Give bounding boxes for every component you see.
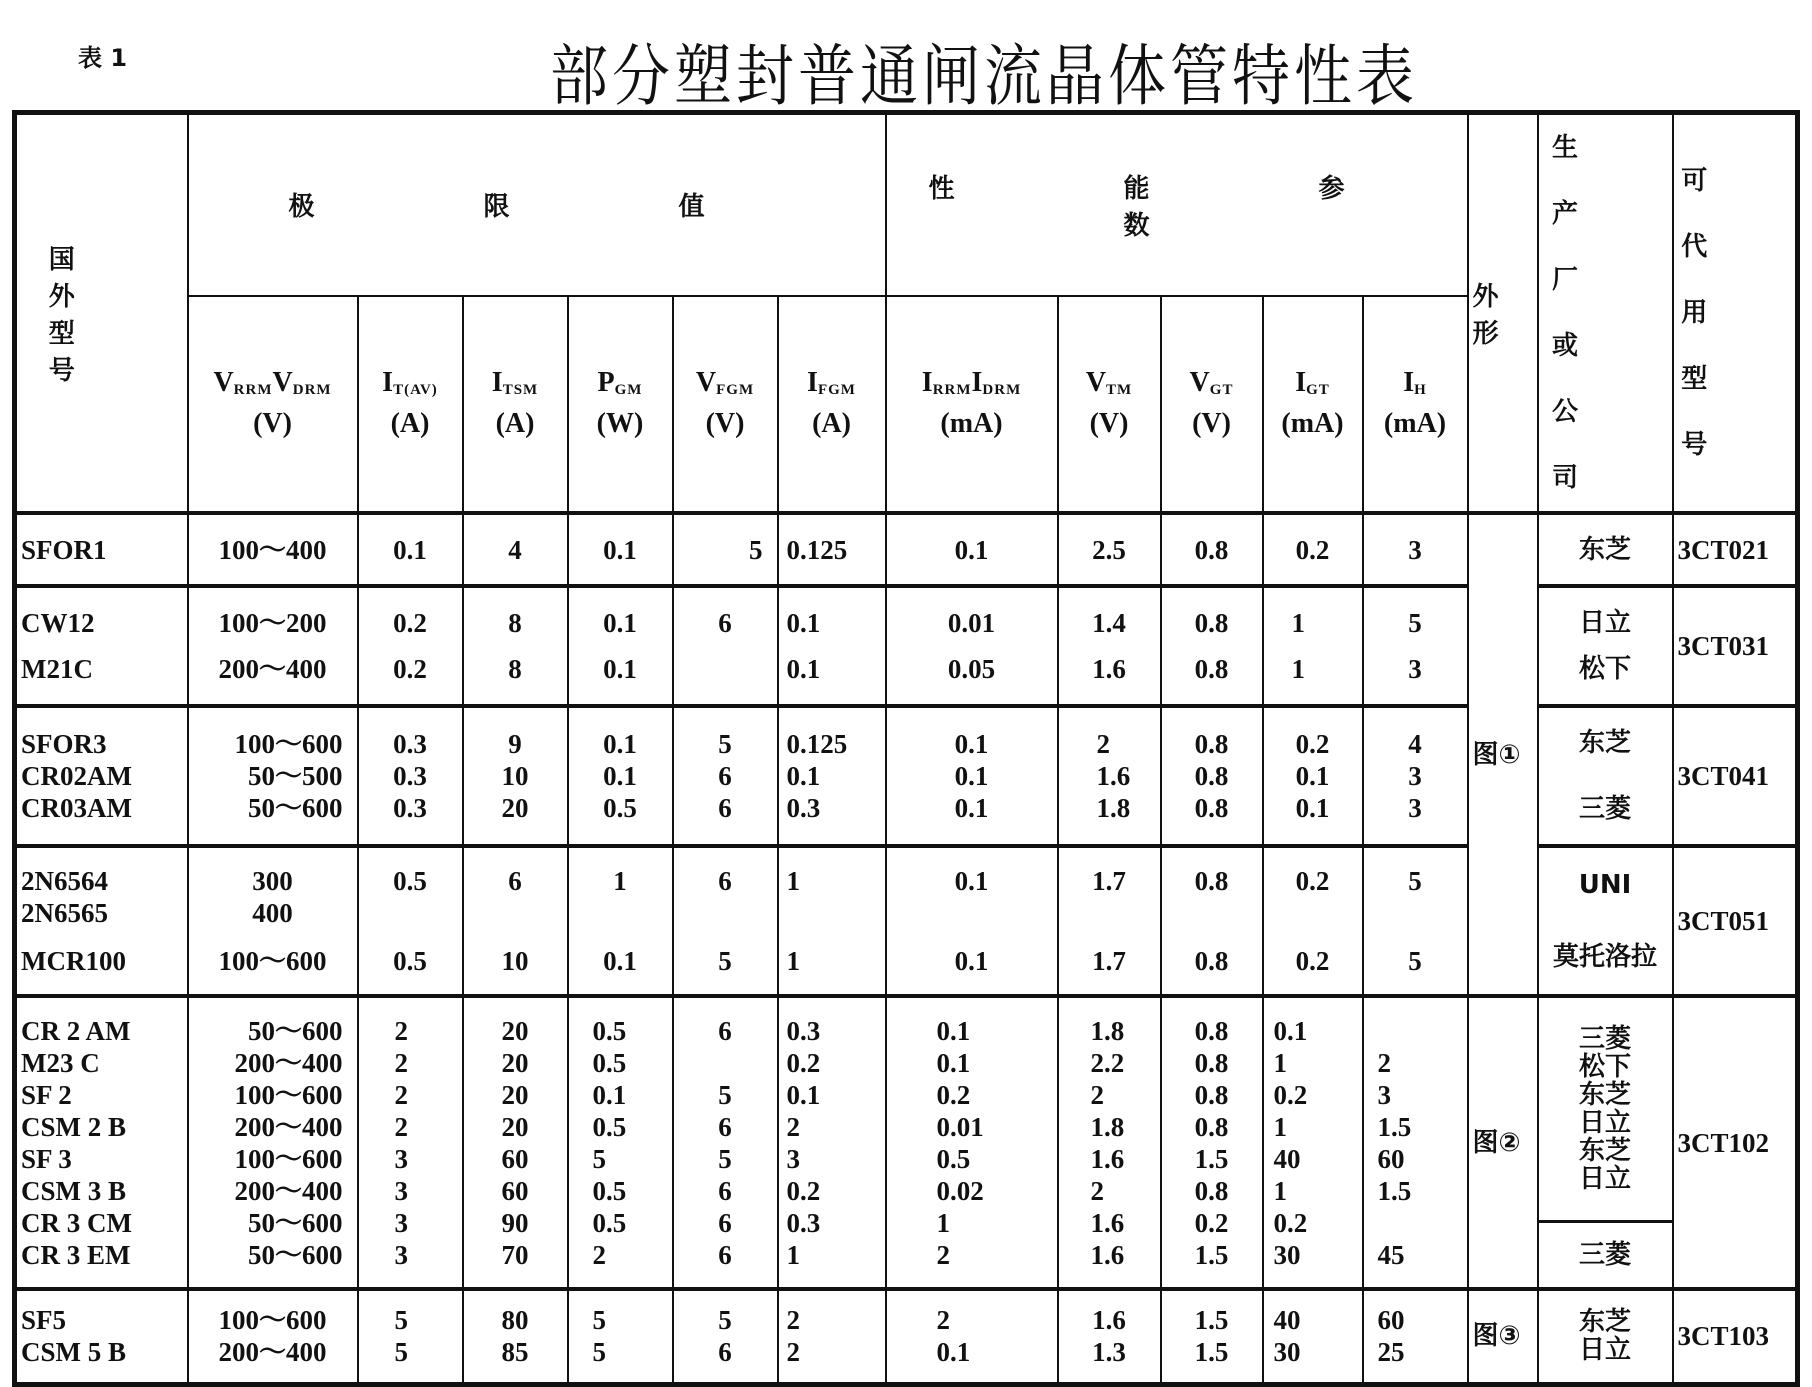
model-cell: SFOR1 <box>15 513 188 586</box>
replacement-cell: 3CT051 <box>1673 846 1798 996</box>
vrrm-cell: 300 400 100～600 <box>188 846 358 996</box>
model-cell: SFOR3 CR02AM CR03AM <box>15 706 188 846</box>
igt-cell: 1 1 <box>1263 586 1363 706</box>
ifgm-cell: 0.125 0.1 0.3 <box>778 706 886 846</box>
vfgm-cell: 6 5 <box>673 846 778 996</box>
replacement-cell: 3CT031 <box>1673 586 1798 706</box>
col-replacement: 可代用 型 号 <box>1673 113 1798 514</box>
vfgm-cell: 5 6 6 <box>673 706 778 846</box>
ih-cell: 2 3 1.5 60 1.5 45 <box>1363 996 1468 1289</box>
irrm-cell: 0.01 0.05 <box>886 586 1058 706</box>
shape-figure-1: 图① <box>1472 739 1521 770</box>
igt-cell: 0.2 <box>1263 513 1363 586</box>
page-title: 部分塑封普通闸流晶体管特性表 <box>550 36 1419 116</box>
irrm-cell: 0.1 0.1 <box>886 846 1058 996</box>
itsm-cell: 80 85 <box>463 1289 568 1384</box>
ifgm-cell: 2 2 <box>778 1289 886 1384</box>
pgm-cell: 5 5 <box>568 1289 673 1384</box>
col-vgt: $V_{GT}$ (V) <box>1161 296 1263 513</box>
vtm-cell: 1.7 1.7 <box>1058 846 1161 996</box>
replacement-cell: 3CT021 <box>1673 513 1798 586</box>
col-ifgm: $I_{FGM}$ (A) <box>778 296 886 513</box>
manufacturer-cell: 东芝 日立 <box>1538 1289 1673 1384</box>
vtm-cell: 2 1.6 1.8 <box>1058 706 1161 846</box>
vgt-cell: 0.8 0.8 <box>1161 586 1263 706</box>
vrrm-cell: 100～200 200～400 <box>188 586 358 706</box>
model-cell: SF5 CSM 5 B <box>15 1289 188 1384</box>
it-av-cell: 0.2 0.2 <box>358 586 463 706</box>
manufacturer-cell: 日立 松下 <box>1538 586 1673 706</box>
irrm-cell: 0.1 0.1 0.2 0.01 0.5 0.02 1 2 <box>886 996 1058 1289</box>
col-pgm: $P_{GM}$ (W) <box>568 296 673 513</box>
irrm-cell: 0.1 <box>886 513 1058 586</box>
vfgm-cell: 6 5 6 5 6 6 6 <box>673 996 778 1289</box>
ifgm-cell: 0.1 0.1 <box>778 586 886 706</box>
igt-cell: 40 30 <box>1263 1289 1363 1384</box>
it-av-cell: 2 2 2 2 3 3 3 3 <box>358 996 463 1289</box>
pgm-cell: 0.1 0.1 <box>568 586 673 706</box>
col-itsm: $I_{TSM}$ (A) <box>463 296 568 513</box>
vrrm-cell: 50～600 200～400 100～600 200～400 100～600 200～400 50～600 50～600 <box>188 996 358 1289</box>
table-number: 表 1 <box>78 44 128 72</box>
col-ih: $I_H$ (mA) <box>1363 296 1468 513</box>
replacement-cell: 3CT103 <box>1673 1289 1798 1384</box>
table-row <box>15 1289 1798 1384</box>
col-model: 国外型号 <box>15 113 188 514</box>
pgm-cell: 0.1 <box>568 513 673 586</box>
col-irrm-idrm: $I_{RRM}I_{DRM}$ (mA) <box>886 296 1058 513</box>
it-av-cell: 5 5 <box>358 1289 463 1384</box>
model-cell: 2N6564 2N6565 MCR100 <box>15 846 188 996</box>
col-group-limits: 极 限 值 <box>188 113 886 296</box>
ifgm-cell: 1 1 <box>778 846 886 996</box>
ifgm-cell: 0.125 <box>778 513 886 586</box>
shape-figure-2: 图② <box>1472 1127 1521 1158</box>
itsm-cell: 4 <box>463 513 568 586</box>
replacement-cell: 3CT102 <box>1673 996 1798 1289</box>
vtm-cell: 2.5 <box>1058 513 1161 586</box>
itsm-cell: 8 8 <box>463 586 568 706</box>
model-cell: CR 2 AM M23 C SF 2 CSM 2 B SF 3 CSM 3 B CR 3 CM CR 3 EM <box>15 996 188 1289</box>
ih-cell: 60 25 <box>1363 1289 1468 1384</box>
ih-cell: 4 3 3 <box>1363 706 1468 846</box>
replacement-cell: 3CT041 <box>1673 706 1798 846</box>
vtm-cell: 1.4 1.6 <box>1058 586 1161 706</box>
shape-figure-3: 图③ <box>1472 1321 1521 1352</box>
vgt-cell: 0.8 0.8 <box>1161 846 1263 996</box>
igt-cell: 0.2 0.2 <box>1263 846 1363 996</box>
vgt-cell: 0.8 <box>1161 513 1263 586</box>
igt-cell: 0.1 1 0.2 1 40 1 0.2 30 <box>1263 996 1363 1289</box>
vtm-cell: 1.6 1.3 <box>1058 1289 1161 1384</box>
vrrm-cell: 100～600 50～500 50～600 <box>188 706 358 846</box>
col-vrrm-vdrm: $V_{RRM}V_{DRM}$ (V) <box>188 296 358 513</box>
manufacturer-cell: 三菱 松下 东芝 日立 东芝 日立 <box>1538 996 1673 1221</box>
vgt-cell: 0.8 0.8 0.8 0.8 1.5 0.8 0.2 1.5 <box>1161 996 1263 1289</box>
vfgm-cell: 5 <box>673 513 778 586</box>
shape-cell <box>1468 513 1538 996</box>
irrm-cell: 0.1 0.1 0.1 <box>886 706 1058 846</box>
pgm-cell: 0.5 0.5 0.1 0.5 5 0.5 0.5 2 <box>568 996 673 1289</box>
col-shape: 外形 <box>1468 113 1538 514</box>
it-av-cell: 0.1 <box>358 513 463 586</box>
table-row <box>15 996 1798 1221</box>
vgt-cell: 1.5 1.5 <box>1161 1289 1263 1384</box>
it-av-cell: 0.3 0.3 0.3 <box>358 706 463 846</box>
manufacturer-cell: 东芝 三菱 <box>1538 706 1673 846</box>
model-cell: CW12 M21C <box>15 586 188 706</box>
ih-cell: 5 3 <box>1363 586 1468 706</box>
vfgm-cell: 6 <box>673 586 778 706</box>
itsm-cell: 9 10 20 <box>463 706 568 846</box>
col-vtm: $V_{TM}$ (V) <box>1058 296 1161 513</box>
col-it-av: $I_{T(AV)}$ (A) <box>358 296 463 513</box>
igt-cell: 0.2 0.1 0.1 <box>1263 706 1363 846</box>
shape-cell <box>1468 996 1538 1289</box>
shape-cell <box>1468 1289 1538 1384</box>
table-row <box>15 513 1798 586</box>
col-vfgm: $V_{FGM}$ (V) <box>673 296 778 513</box>
vgt-cell: 0.8 0.8 0.8 <box>1161 706 1263 846</box>
itsm-cell: 20 20 20 20 60 60 90 70 <box>463 996 568 1289</box>
itsm-cell: 6 10 <box>463 846 568 996</box>
pgm-cell: 0.1 0.1 0.5 <box>568 706 673 846</box>
pgm-cell: 1 0.1 <box>568 846 673 996</box>
col-igt: $I_{GT}$ (mA) <box>1263 296 1363 513</box>
vfgm-cell: 5 6 <box>673 1289 778 1384</box>
it-av-cell: 0.5 0.5 <box>358 846 463 996</box>
vrrm-cell: 100～400 <box>188 513 358 586</box>
ih-cell: 3 <box>1363 513 1468 586</box>
vrrm-cell: 100～600 200～400 <box>188 1289 358 1384</box>
manufacturer-cell: 东芝 <box>1538 513 1673 586</box>
irrm-cell: 2 0.1 <box>886 1289 1058 1384</box>
manufacturer-cell: 三菱 <box>1538 1221 1673 1289</box>
vtm-cell: 1.8 2.2 2 1.8 1.6 2 1.6 1.6 <box>1058 996 1161 1289</box>
manufacturer-cell: UNI 莫托洛拉 <box>1538 846 1673 996</box>
thyristor-characteristics-table <box>12 110 1795 1387</box>
col-group-performance: 性 能 参 数 <box>886 113 1468 296</box>
ih-cell: 5 5 <box>1363 846 1468 996</box>
col-manufacturer: 生产厂 或公司 <box>1538 113 1673 514</box>
ifgm-cell: 0.3 0.2 0.1 2 3 0.2 0.3 1 <box>778 996 886 1289</box>
